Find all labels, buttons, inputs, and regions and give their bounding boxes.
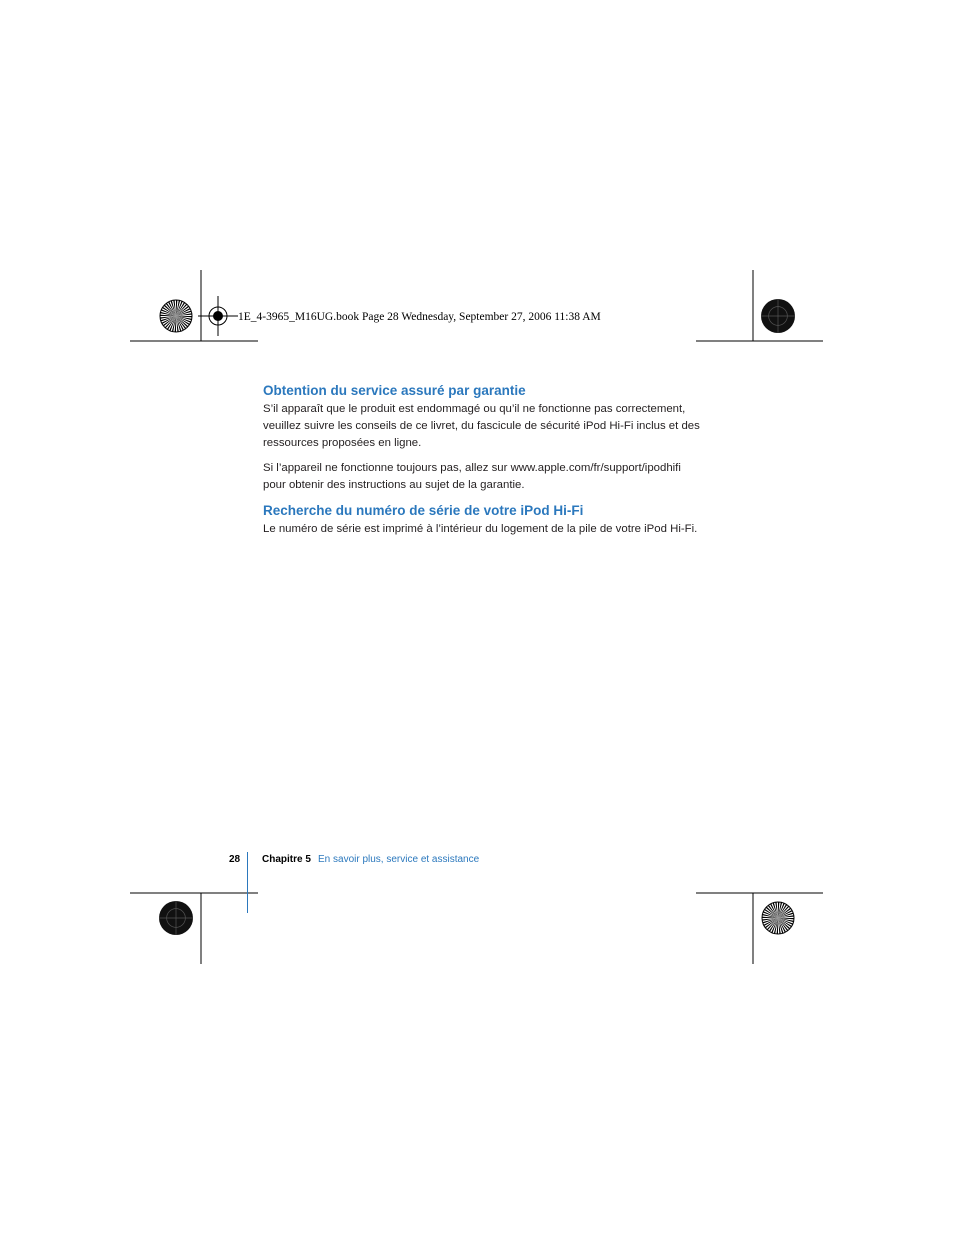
footer-chapter-label: Chapitre 5 [262, 854, 311, 865]
page-number: 28 [229, 854, 241, 865]
text-line: S’il apparaît que le produit est endommagé ou qu’il ne fonctionne pas correctement, [263, 403, 686, 415]
slug-line: 1E_4-3965_M16UG.book Page 28 Wednesday, September 27, 2006 11:38 AM [238, 311, 601, 323]
section-heading-serial-number: Recherche du numéro de série de votre iPod Hi-Fi [263, 503, 584, 518]
warranty-paragraph-1 [263, 401, 713, 452]
footer-chapter-title: En savoir plus, service et assistance [318, 854, 480, 865]
text-line: Le numéro de série est imprimé à l’intérieur du logement de la pile de votre iPod Hi-Fi. [263, 523, 698, 535]
text-line: veuillez suivre les conseils de ce livret, du fascicule de sécurité iPod Hi-Fi inclus et des [263, 420, 700, 432]
section-heading-warranty: Obtention du service assuré par garantie [263, 383, 526, 398]
text-line: Si l’appareil ne fonctionne toujours pas, allez sur www.apple.com/fr/support/ipodhifi [263, 462, 681, 474]
text-line: ressources proposées en ligne. [263, 437, 422, 449]
warranty-paragraph-2 [263, 460, 713, 494]
footer-divider [247, 852, 248, 913]
text-line: pour obtenir des instructions au sujet de la garantie. [263, 479, 525, 491]
serial-number-paragraph [263, 521, 713, 538]
